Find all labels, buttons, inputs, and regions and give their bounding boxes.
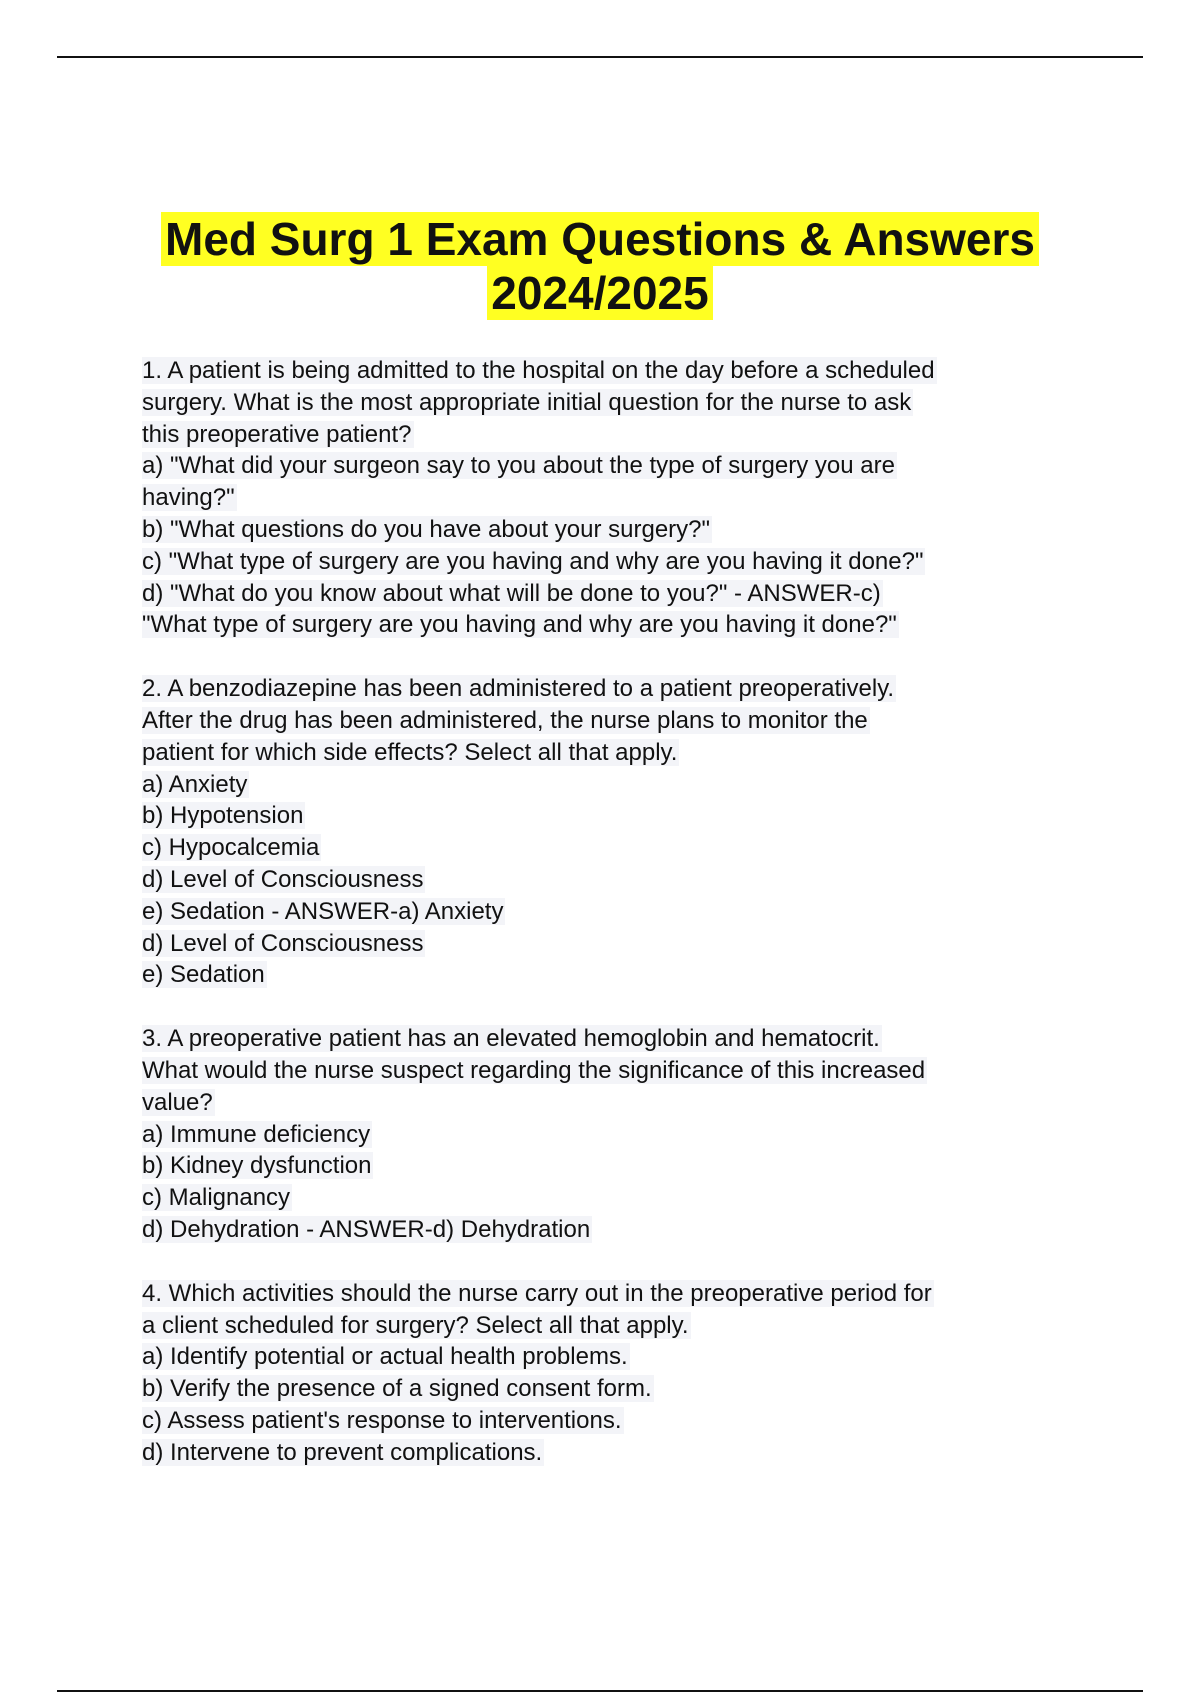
question-line: 2. A benzodiazepine has been administered to a patient preoperatively. bbox=[142, 675, 895, 703]
option-line: b) Hypotension bbox=[142, 802, 304, 830]
top-rule bbox=[57, 56, 1143, 58]
question-line: a client scheduled for surgery? Select all that apply. bbox=[142, 1311, 689, 1339]
question-line: 4. Which activities should the nurse carry out in the preoperative period for bbox=[142, 1279, 932, 1307]
question-2 bbox=[142, 673, 1062, 991]
question-list bbox=[142, 355, 1062, 1501]
document-title bbox=[0, 212, 1200, 320]
option-line: b) "What questions do you have about your surgery?" bbox=[142, 515, 711, 543]
option-line: having?" bbox=[142, 484, 235, 512]
answer-line: "What type of surgery are you having and why are you having it done?" bbox=[142, 611, 897, 639]
option-line: b) Verify the presence of a signed consent form. bbox=[142, 1375, 652, 1403]
question-line: surgery. What is the most appropriate initial question for the nurse to ask bbox=[142, 388, 912, 416]
option-line: d) Intervene to prevent complications. bbox=[142, 1438, 543, 1466]
answer-line: e) Sedation - ANSWER-a) Anxiety bbox=[142, 897, 504, 925]
question-3 bbox=[142, 1023, 1062, 1246]
option-line: b) Kidney dysfunction bbox=[142, 1152, 372, 1180]
bottom-rule bbox=[57, 1690, 1143, 1692]
question-line: value? bbox=[142, 1088, 213, 1116]
answer-line: e) Sedation bbox=[142, 961, 265, 989]
question-line: this preoperative patient? bbox=[142, 420, 412, 448]
option-line: c) Malignancy bbox=[142, 1184, 291, 1212]
option-line: a) Anxiety bbox=[142, 770, 248, 798]
option-line: d) Level of Consciousness bbox=[142, 865, 424, 893]
question-4 bbox=[142, 1278, 1062, 1469]
question-1 bbox=[142, 355, 1062, 641]
option-line: a) Immune deficiency bbox=[142, 1120, 371, 1148]
option-line: c) Hypocalcemia bbox=[142, 834, 320, 862]
option-line: c) "What type of surgery are you having and why are you having it done?" bbox=[142, 547, 924, 575]
question-line: 1. A patient is being admitted to the hospital on the day before a scheduled bbox=[142, 357, 935, 384]
title-line-1: Med Surg 1 Exam Questions & Answers bbox=[161, 212, 1039, 266]
question-line: What would the nurse suspect regarding the significance of this increased bbox=[142, 1056, 926, 1084]
question-line: After the drug has been administered, the nurse plans to monitor the bbox=[142, 706, 868, 734]
option-line: a) Identify potential or actual health problems. bbox=[142, 1343, 628, 1371]
question-line: 3. A preoperative patient has an elevated hemoglobin and hematocrit. bbox=[142, 1025, 880, 1053]
answer-line: d) Dehydration - ANSWER-d) Dehydration bbox=[142, 1215, 591, 1243]
title-line-2: 2024/2025 bbox=[487, 266, 712, 320]
option-line: c) Assess patient's response to interventions. bbox=[142, 1406, 622, 1434]
question-line: patient for which side effects? Select all that apply. bbox=[142, 738, 678, 766]
option-line: a) "What did your surgeon say to you about the type of surgery you are bbox=[142, 452, 895, 480]
answer-line: d) "What do you know about what will be done to you?" - ANSWER-c) bbox=[142, 579, 881, 607]
answer-line: d) Level of Consciousness bbox=[142, 929, 424, 957]
